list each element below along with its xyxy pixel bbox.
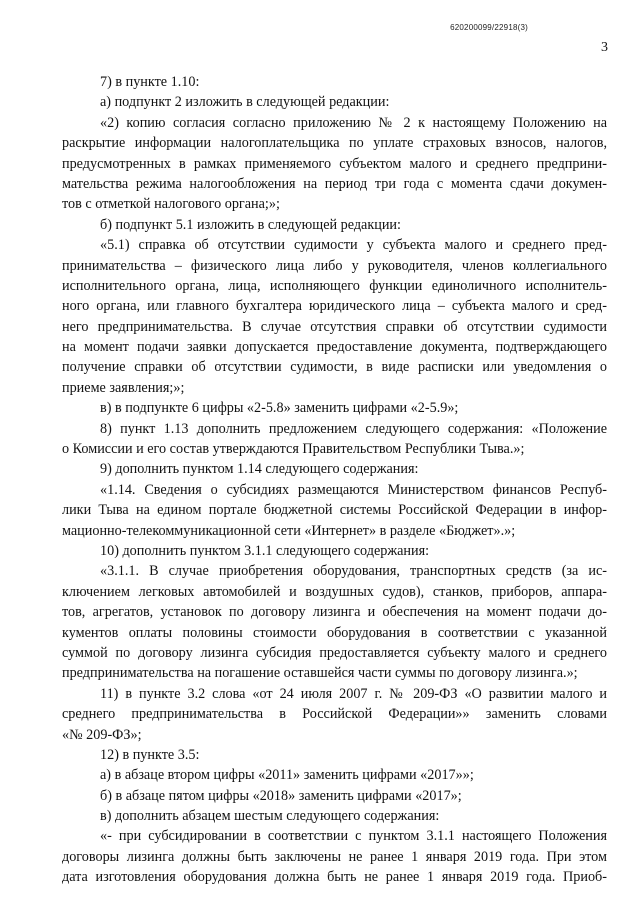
text-line: 11) в пункте 3.2 слова «от 24 июля 2007 г. № 209-ФЗ «О развитии малого и (100, 685, 607, 702)
text-line: б) в абзаце пятом цифры «2018» заменить цифрами «2017»; (100, 787, 462, 804)
text-line: кументов оплаты половины стоимости оборудования в соответствии с указанной (62, 624, 607, 641)
text-line: предусмотренных в рамках применяемого субъектом малого и среднего предприни- (62, 155, 607, 172)
text-line: о Комиссии и его состав утверждаются Правительством Республики Тыва.»; (62, 441, 525, 458)
text-line: ного органа, или главного бухгалтера юридического лица – субъекта малого и сред- (62, 298, 607, 315)
text-line: тов, агрегатов, установок по договору лизинга и обеспечения на момент подачи до- (62, 604, 607, 621)
text-line: в) дополнить абзацем шестым следующего содержания: (100, 808, 440, 825)
text-line: а) в абзаце втором цифры «2011» заменить цифрами «2017»»; (100, 767, 474, 784)
text-line: приеме заявления;»; (62, 379, 185, 396)
document-id: 620200099/22918(3) (450, 23, 528, 32)
text-line: договоры лизинга должны быть заключены не ранее 1 января 2019 года. При этом (62, 848, 607, 865)
text-line: мационно-телекоммуникационной сети «Интернет» в разделе «Бюджет».»; (62, 522, 516, 539)
text-line: принимательства – физического лица либо у руководителя, членов коллегиального (62, 257, 607, 274)
text-line: дата изготовления оборудования должна быть не ранее 1 января 2019 года. Приоб- (62, 869, 607, 886)
text-line: 10) дополнить пунктом 3.1.1 следующего содержания: (100, 542, 430, 559)
text-line: «- при субсидировании в соответствии с пунктом 3.1.1 настоящего Положения (100, 828, 607, 845)
text-line: 7) в пункте 1.10: (100, 74, 200, 90)
text-line: на момент подачи заявки допускается предоставление документа, подтверждающего (62, 339, 607, 356)
text-line: 9) дополнить пунктом 1.14 следующего содержания: (100, 461, 419, 478)
text-line: в) в подпункте 6 цифры «2-5.8» заменить цифрами «2-5.9»; (100, 400, 459, 417)
text-line: получение справки об отсутствии судимости, в виде расписки или уведомления о (62, 359, 607, 376)
text-line: 8) пункт 1.13 дополнить предложением следующего содержания: «Положение (100, 420, 607, 437)
text-line: него предпринимательства. В случае отсутствия справки об отсутствии судимости (62, 318, 607, 335)
text-line: раскрытие информации налогоплательщика по уплате страховых взносов, налогов, (62, 135, 607, 152)
text-line: «3.1.1. В случае приобретения оборудования, транспортных средств (за ис- (100, 563, 607, 580)
text-line: 12) в пункте 3.5: (100, 746, 200, 763)
text-line: б) подпункт 5.1 изложить в следующей редакции: (100, 216, 401, 233)
text-line: «1.14. Сведения о субсидиях размещаются Министерством финансов Респуб- (100, 481, 607, 498)
text-line: «2) копию согласия согласно приложению № 2 к настоящему Положению на (100, 114, 607, 131)
document-body (62, 72, 607, 888)
text-line: «№ 209-ФЗ»; (62, 726, 142, 743)
text-line: тов с отметкой налогового органа;»; (62, 196, 280, 213)
text-line: «5.1) справка об отсутствии судимости у субъекта малого и среднего пред- (100, 237, 607, 254)
text-line: ключением легковых автомобилей и воздушных судов), станков, приборов, аппара- (62, 583, 607, 600)
text-line: а) подпункт 2 изложить в следующей редакции: (100, 94, 390, 111)
text-line: предпринимательства на погашение оставшейся части суммы по договору лизинга.»; (62, 665, 578, 682)
text-line: мательства режима налогообложения на период три года с момента сдачи докумен- (62, 175, 607, 192)
text-line: исполнительного органа, лица, исполняющего функции единоличного исполнитель- (62, 277, 607, 294)
text-line: среднего предпринимательства в Российской Федерации»» заменить словами (62, 706, 607, 723)
page-number: 3 (601, 40, 608, 55)
text-line: лики Тыва на едином портале бюджетной системы Российской Федерации в инфор- (62, 502, 607, 519)
text-line: суммой по договору лизинга субсидия предоставляется субъекту малого и среднего (62, 644, 607, 661)
